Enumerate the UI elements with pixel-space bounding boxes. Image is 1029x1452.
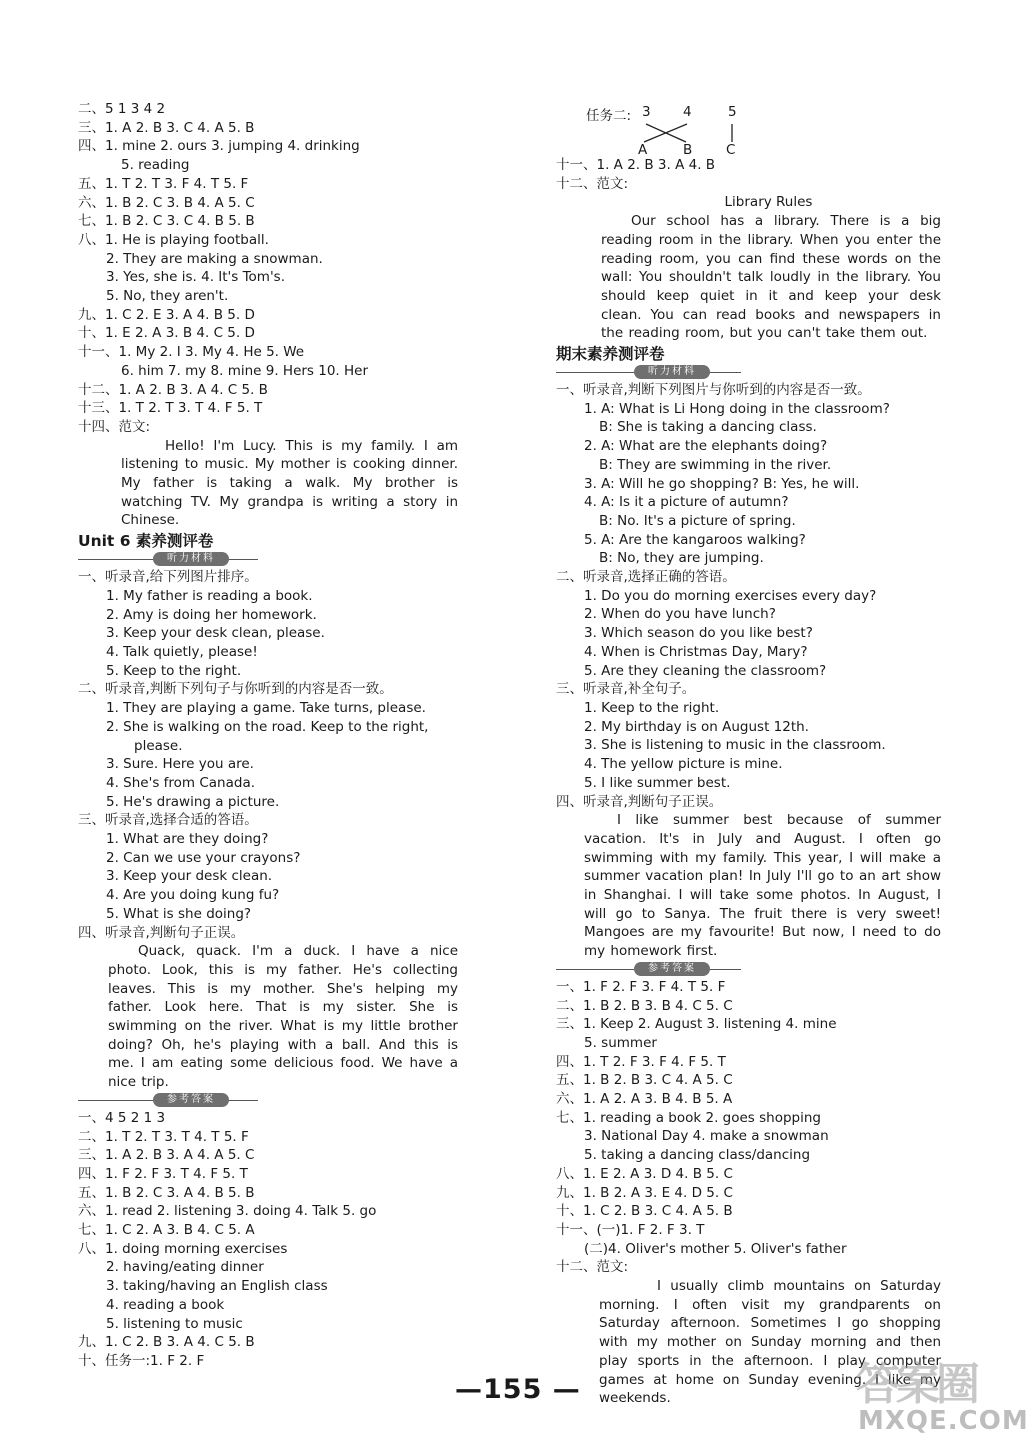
answer-line: 十一、(一)1. F 2. F 3. T xyxy=(556,1221,705,1238)
answer-line: 十二、范文: xyxy=(556,175,629,192)
answer-line: 七、1. B 2. C 3. C 4. B 5. B xyxy=(78,213,255,230)
answer-divider xyxy=(556,961,941,978)
listening-passage: Quack, quack. I'm a duck. I have a nice photo. Look, this is my father. He's collecting leaves. This is my mother. She's helping my father. Look here. That is my sister. She is swimming on the river. What is my little brother doing? Oh, he's playing with a ball. And this is me. I am eating some delicious food. We have a nice trip. xyxy=(108,943,458,1091)
task-letter: A xyxy=(638,142,648,158)
model-essay: Hello! I'm Lucy. This is my family. I am listening to music. My mother is cooking dinner. My father is taking a walk. My brother is watching TV. My grandpa is writing a story in Chinese. xyxy=(121,437,458,529)
answer-line: 八、1. doing morning exercises xyxy=(78,1240,288,1257)
script-line: 2. Can we use your crayons? xyxy=(106,849,301,866)
answer-line: 3. taking/having an English class xyxy=(106,1278,328,1295)
answer-line: 五、1. T 2. T 3. F 4. T 5. F xyxy=(78,175,249,192)
answer-line: 三、1. Keep 2. August 3. listening 4. mine xyxy=(556,1016,837,1033)
answer-line: 九、1. B 2. A 3. E 4. D 5. C xyxy=(556,1184,733,1201)
model-essay: Our school has a library. There is a big reading room in the library. When you enter the reading room, you can find these words on the wall: You shouldn't talk loudly in the library. You should keep quiet in it and keep your desk clean. You can read books and newspapers in the reading room, but you can't take them out. xyxy=(601,213,941,342)
answer-line: 5. summer xyxy=(584,1034,657,1051)
listening-tag: 听力材料 xyxy=(153,552,229,566)
task-number: 5 xyxy=(728,104,737,120)
script-line: 4. Talk quietly, please! xyxy=(106,643,258,660)
answer-line: 八、1. E 2. A 3. D 4. B 5. C xyxy=(556,1165,733,1182)
script-line: 3. She is listening to music in the classroom. xyxy=(584,737,886,754)
task-letter: B xyxy=(683,142,693,158)
script-line: 1. A: What is Li Hong doing in the classroom? xyxy=(584,400,890,417)
script-line: 5. I like summer best. xyxy=(584,774,731,791)
question-heading: 一、听录音,判断下列图片与你听到的内容是否一致。 xyxy=(556,382,871,399)
task-number: 4 xyxy=(683,104,692,120)
question-heading: 四、听录音,判断句子正误。 xyxy=(556,793,723,810)
script-line: 5. What is she doing? xyxy=(106,905,252,922)
script-line: 3. Keep your desk clean. xyxy=(106,868,273,885)
listening-divider xyxy=(556,364,941,381)
model-essay: I usually climb mountains on Saturday morning. I often visit my grandparents on Saturday afternoon. Sometimes I go shopping with my mother on Sunday morning and then play sports in the afternoon. I play computer games at home on Sunday evening. I like my weekends. xyxy=(599,1278,941,1407)
answer-divider xyxy=(78,1092,458,1109)
script-line: 3. Keep your desk clean, please. xyxy=(106,625,325,642)
answer-line: 一、4 5 2 1 3 xyxy=(78,1109,166,1126)
watermark-logo xyxy=(856,1348,1029,1448)
script-line: 5. He's drawing a picture. xyxy=(106,793,280,810)
answer-line: 九、1. C 2. E 3. A 4. B 5. D xyxy=(78,306,255,323)
script-line: 2. She is walking on the road. Keep to the right, xyxy=(106,718,429,735)
script-line: 1. They are playing a game. Take turns, please. xyxy=(106,700,426,717)
script-line: 5. Are they cleaning the classroom? xyxy=(584,662,827,679)
answer-line: 十一、1. A 2. B 3. A 4. B xyxy=(556,157,716,173)
answer-line: (二)4. Oliver's mother 5. Oliver's father xyxy=(584,1240,847,1257)
script-line: B: No, they are jumping. xyxy=(599,550,764,567)
script-line: 1. My father is reading a book. xyxy=(106,587,313,604)
answer-line: 3. National Day 4. make a snowman xyxy=(584,1128,829,1145)
question-heading: 二、听录音,选择正确的答语。 xyxy=(556,569,736,586)
question-heading: 一、听录音,给下列图片排序。 xyxy=(78,569,258,586)
watermark-chars: 答案圈 xyxy=(856,1359,976,1410)
answer-line: 四、1. F 2. F 3. T 4. F 5. T xyxy=(78,1165,248,1182)
answer-line: 六、1. B 2. C 3. B 4. A 5. C xyxy=(78,194,255,211)
answer-line: 一、1. F 2. F 3. F 4. T 5. F xyxy=(556,978,726,995)
answer-line: 四、1. mine 2. ours 3. jumping 4. drinking xyxy=(78,138,360,155)
script-line: 3. A: Will he go shopping? B: Yes, he will. xyxy=(584,475,860,492)
script-line: B: They are swimming in the river. xyxy=(599,456,832,473)
answer-line: 十一、1. My 2. I 3. My 4. He 5. We xyxy=(78,344,305,361)
answer-line: 十二、1. A 2. B 3. A 4. C 5. B xyxy=(78,381,268,398)
answer-line: 十、1. C 2. B 3. C 4. A 5. B xyxy=(556,1203,733,1220)
question-heading: 三、听录音,补全句子。 xyxy=(556,681,696,698)
answer-line: 2. They are making a snowman. xyxy=(106,250,323,267)
script-line: 4. She's from Canada. xyxy=(106,774,256,791)
section-title: Unit 6 素养测评卷 xyxy=(78,532,214,551)
page-number: —155 — xyxy=(455,1374,581,1405)
answer-line: 4. reading a book xyxy=(106,1296,225,1313)
answer-line: 2. having/eating dinner xyxy=(106,1259,264,1276)
listening-divider xyxy=(78,551,458,568)
question-heading: 四、听录音,判断句子正误。 xyxy=(78,924,245,941)
answer-line: 二、1. T 2. T 3. T 4. T 5. F xyxy=(78,1128,249,1145)
answer-line: 5. No, they aren't. xyxy=(106,288,229,305)
answer-tag: 参考答案 xyxy=(634,962,710,976)
task-letter: C xyxy=(726,142,736,158)
answer-line: 六、1. read 2. listening 3. doing 4. Talk 5. go xyxy=(78,1203,377,1220)
script-line: 4. A: Is it a picture of autumn? xyxy=(584,494,789,511)
task-label: 任务二: xyxy=(586,108,632,124)
answer-line: 十二、范文: xyxy=(556,1259,629,1276)
script-line: B: No. It's a picture of spring. xyxy=(599,512,796,529)
left-column xyxy=(78,100,458,1371)
answer-line: 四、1. T 2. F 3. F 4. F 5. T xyxy=(556,1053,726,1070)
script-line: 5. A: Are the kangaroos walking? xyxy=(584,531,806,548)
answer-line: 三、1. A 2. B 3. A 4. A 5. C xyxy=(78,1147,255,1164)
listening-passage: I like summer best because of summer vacation. It's in July and August. I often go swimming with my family. This year, I will make a summer vacation plan! In July I'll go to an art show in Shanghai. I will take some photos. In August, I will go to Sanya. The fruit there is very sweet! Mangoes are my favourite! But now, I need to do my homework first. xyxy=(584,812,941,960)
section-title: 期末素养测评卷 xyxy=(556,345,665,364)
answer-line: 五、1. B 2. B 3. C 4. A 5. C xyxy=(556,1072,733,1089)
answer-line: 七、1. C 2. A 3. B 4. C 5. A xyxy=(78,1222,255,1239)
question-heading: 三、听录音,选择合适的答语。 xyxy=(78,812,258,829)
answer-line: 十三、1. T 2. T 3. T 4. F 5. T xyxy=(78,400,263,417)
answer-tag: 参考答案 xyxy=(153,1093,229,1107)
answer-line: 5. listening to music xyxy=(106,1315,243,1332)
right-column xyxy=(556,100,941,1408)
answer-line: 七、1. reading a book 2. goes shopping xyxy=(556,1109,821,1126)
answer-line: 5. reading xyxy=(121,157,190,174)
matching-task xyxy=(556,100,941,156)
script-line: 2. A: What are the elephants doing? xyxy=(584,438,828,455)
answer-line: 5. taking a dancing class/dancing xyxy=(584,1147,811,1164)
answer-line: 二、1. B 2. B 3. B 4. C 5. C xyxy=(556,997,733,1014)
question-heading: 二、听录音,判断下列句子与你听到的内容是否一致。 xyxy=(78,681,393,698)
watermark-site: MXQE.COM xyxy=(858,1406,1029,1436)
script-line: 4. The yellow picture is mine. xyxy=(584,756,783,773)
script-line: please. xyxy=(134,737,183,754)
answer-line: 六、1. A 2. A 3. B 4. B 5. A xyxy=(556,1091,733,1108)
script-line: 2. Amy is doing her homework. xyxy=(106,606,317,623)
answer-line: 九、1. C 2. B 3. A 4. C 5. B xyxy=(78,1334,255,1351)
listening-tag: 听力材料 xyxy=(634,365,710,379)
answer-line: 五、1. B 2. C 3. A 4. B 5. B xyxy=(78,1184,255,1201)
essay-title: Library Rules xyxy=(724,194,813,211)
script-line: 3. Which season do you like best? xyxy=(584,625,813,642)
script-line: 1. What are they doing? xyxy=(106,831,269,848)
answer-line: 十、1. E 2. A 3. B 4. C 5. D xyxy=(78,325,255,342)
script-line: 1. Do you do morning exercises every day? xyxy=(584,587,877,604)
answer-line: 三、1. A 2. B 3. C 4. A 5. B xyxy=(78,119,255,136)
answer-line: 八、1. He is playing football. xyxy=(78,231,269,248)
unit5-answers xyxy=(78,100,458,530)
script-line: 3. Sure. Here you are. xyxy=(106,756,254,773)
script-line: B: She is taking a dancing class. xyxy=(599,419,817,436)
answer-line: 十四、范文: xyxy=(78,418,151,435)
script-line: 2. My birthday is on August 12th. xyxy=(584,718,809,735)
script-line: 1. Keep to the right. xyxy=(584,699,720,716)
script-line: 5. Keep to the right. xyxy=(106,662,242,679)
script-line: 2. When do you have lunch? xyxy=(584,606,776,623)
matching-lines xyxy=(636,122,746,144)
task-number: 3 xyxy=(642,104,651,120)
answer-line: 6. him 7. my 8. mine 9. Hers 10. Her xyxy=(121,362,369,379)
answer-line: 3. Yes, she is. 4. It's Tom's. xyxy=(106,269,285,286)
answer-line: 十、任务一:1. F 2. F xyxy=(78,1353,205,1369)
answer-line: 二、5 1 3 4 2 xyxy=(78,101,166,117)
script-line: 4. When is Christmas Day, Mary? xyxy=(584,643,808,660)
script-line: 4. Are you doing kung fu? xyxy=(106,887,280,904)
